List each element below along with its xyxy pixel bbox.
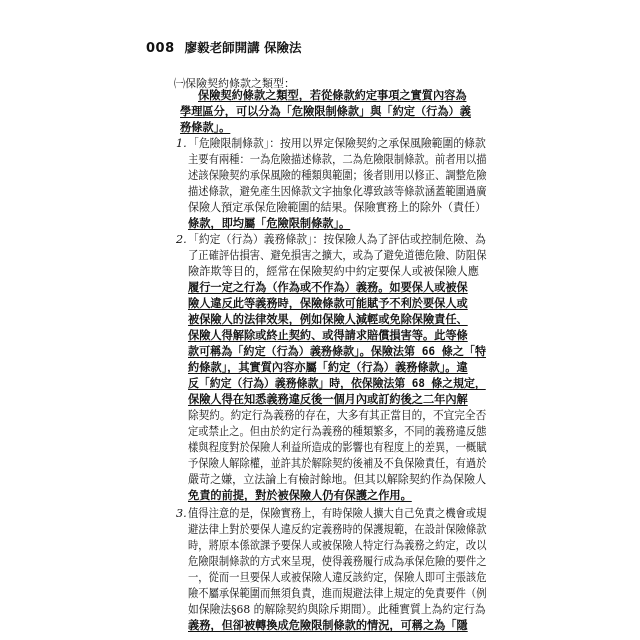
- item2-line: 款可稱為「約定（行為）義務條款」。保險法第 66 條之「特: [188, 345, 487, 358]
- item1-line: 保險人預定承保危險範圍的結果。保險實務上的除外（責任）: [188, 201, 487, 214]
- item-number: 2.: [176, 233, 187, 246]
- item2-line: 予保險人解除權，並許其於解除契約後補及不負保險責任，有過於: [188, 457, 487, 470]
- item3-line: 一，從而一旦要保人或被保險人違反該約定，保險人即可主張該危: [188, 571, 487, 584]
- item2-line: 嚴苛之嫌，立法論上有檢討餘地。但其以解除契約作為保險人: [188, 473, 487, 486]
- item2-line: 險詐欺等目的，經常在保險契約中約定要保人或被保險人應: [188, 265, 479, 278]
- intro-line: 保險契約條款之類型，若從條款約定事項之實質內容為: [198, 89, 467, 102]
- item2-line: 保險人得在知悉義務違反後一個月內或訂約後之二年內解: [188, 393, 468, 406]
- item-number: 3.: [176, 507, 187, 520]
- item2-line: 「約定（行為）義務條款」：按保險人為了評估或控制危險、為: [188, 233, 486, 246]
- item3-line: 危險限制條款的方式來呈現，使得義務履行成為承保危險的要件之: [188, 555, 487, 568]
- item2-line: 了正確評估損害、避免損害之擴大，或為了避免道德危險、防阻保: [188, 249, 487, 262]
- intro-line: 學理區分，可以分為「危險限制條款」與「約定（行為）義: [180, 105, 471, 118]
- item2-line: 約條款」，其實質內容亦屬「約定（行為）義務條款」。違: [188, 361, 468, 374]
- page-number: 008: [146, 41, 175, 56]
- item2-line: 除契約。約定行為義務的存在，大多有其正當目的，不宜完全否: [188, 409, 487, 422]
- item3-line: 義務，但卻被轉換成危險限制條款的情況，可稱之為「隱: [188, 619, 468, 632]
- item3-line: 險不屬承保範圍而無須負責，進而規避法律上規定的免責要件（例: [188, 587, 487, 600]
- item-number: 1.: [176, 137, 187, 150]
- item1-line: 描述條款，避免產生因條款文字抽象化導致該等條款涵蓋範圍過廣: [188, 185, 487, 198]
- item2-line: 履行一定之行為（作為或不作為）義務。如要保人或被保: [188, 281, 468, 294]
- item3-line: 如保險法§68 的解除契約與除斥期間）。此種實質上為約定行為: [188, 603, 486, 616]
- item1-line: 條款，即均屬「危險限制條款」。: [188, 217, 351, 230]
- section-title: ㈠保險契約條款之類型：: [174, 77, 295, 90]
- item1-line: 述該保險契約承保風險的種類與範圍；後者則用以修正、調整危險: [188, 169, 487, 182]
- item3-line: 避法律上對於要保人違反約定義務時的保護規範，在設計保險條款: [188, 523, 487, 536]
- item1-line: 主要有兩種：一為危險描述條款，二為危險限制條款。前者用以描: [188, 153, 487, 166]
- item2-line: 保險人得解除或終止契約、或得請求賠償損害等。此等條: [188, 329, 468, 342]
- item2-line: 反「約定（行為）義務條款」時，依保險法第 68 條之規定，: [188, 377, 486, 390]
- running-title: 廖毅老師開講 保險法: [184, 40, 302, 55]
- item2-line: 免責的前提，對於被保險人仍有保護之作用。: [188, 489, 412, 502]
- item3-line: 時，將原本係欲課予要保人或被保險人特定行為義務之約定，改以: [188, 539, 487, 552]
- item2-line: 被保險人的法律效果，例如保險人減輕或免除保險責任、: [188, 313, 468, 326]
- item2-line: 定或禁止之。但由於約定行為義務的種類繁多，不同的義務違反態: [188, 425, 487, 438]
- item1-line: 「危險限制條款」：按用以界定保險契約之承保風險範圍的條款: [188, 137, 486, 150]
- item3-line: 值得注意的是，保險實務上，有時保險人擴大自己免責之機會或規: [188, 507, 487, 520]
- intro-line: 務條款」。: [180, 121, 231, 134]
- item2-line: 險人違反此等義務時，保險條款可能賦予不利於要保人或: [188, 297, 468, 310]
- page-header: [146, 38, 301, 56]
- item2-line: 樣與程度對於保險人利益所造成的影響也有程度上的差異，一概賦: [188, 441, 487, 454]
